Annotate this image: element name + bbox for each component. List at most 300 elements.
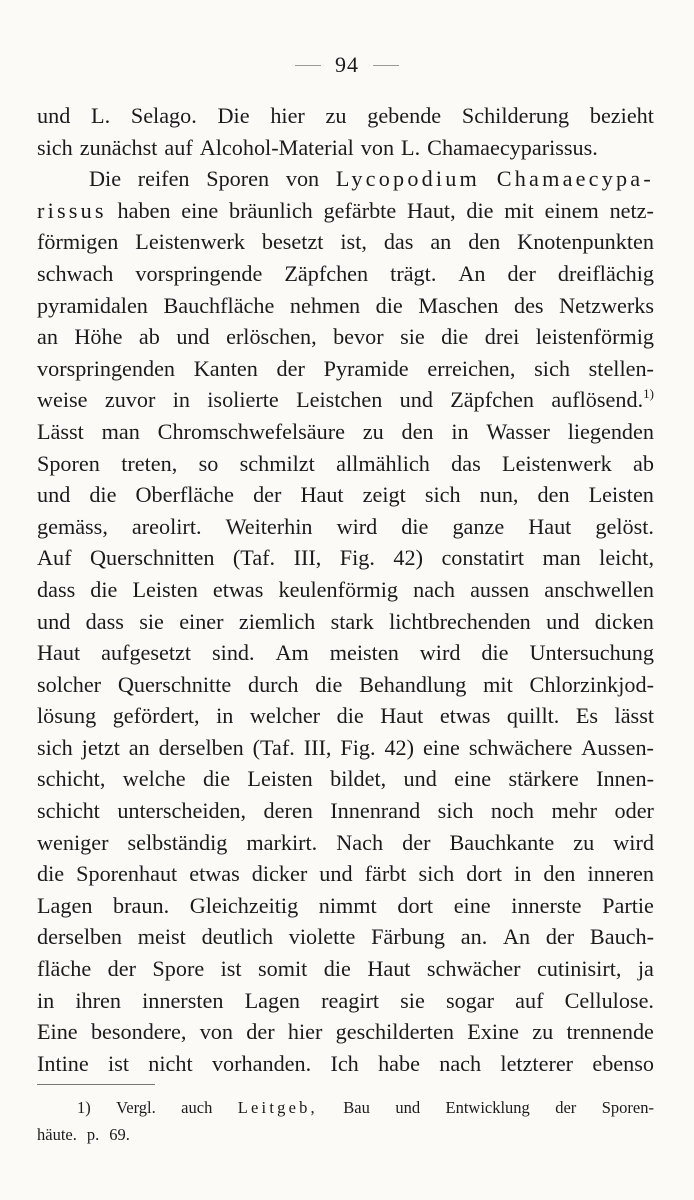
- word: nach: [413, 576, 455, 602]
- word: Entwicklung: [445, 1098, 530, 1117]
- word: Bau: [343, 1098, 370, 1117]
- word: L.: [401, 134, 421, 160]
- word: dass: [85, 608, 124, 634]
- word: p.: [86, 1125, 100, 1144]
- word: (Taf.: [232, 545, 276, 571]
- word: die: [315, 671, 343, 697]
- word: An: [458, 260, 486, 286]
- text-line: [37, 921, 654, 953]
- text-line: [37, 795, 654, 827]
- word: ihren: [75, 987, 121, 1013]
- word: die: [466, 197, 494, 223]
- word: der: [253, 482, 282, 508]
- text-line: [37, 195, 654, 227]
- word: zeigt: [362, 482, 406, 508]
- word: und: [395, 1098, 421, 1117]
- word: keulenförmig: [278, 576, 399, 602]
- word: eine: [422, 734, 460, 760]
- word: mehr: [551, 798, 598, 824]
- word: Partie: [602, 892, 654, 918]
- page-header: [0, 52, 694, 78]
- word: nicht: [148, 1050, 193, 1076]
- word: Leistenwerk: [502, 450, 612, 476]
- word: in: [216, 703, 234, 729]
- word: constatirt: [441, 545, 525, 571]
- word: noch: [490, 798, 535, 824]
- word: habe: [378, 1050, 420, 1076]
- text-line: [37, 479, 654, 511]
- word: areolirt.: [131, 513, 202, 539]
- word: färbt: [364, 861, 407, 887]
- word: Fig.: [339, 545, 375, 571]
- word: (Taf.: [252, 734, 295, 760]
- word: Chamaecyparissus.: [427, 134, 598, 160]
- word: das: [451, 450, 481, 476]
- word: Kanten: [193, 355, 258, 381]
- word: schwächer: [426, 956, 521, 982]
- word: Leistchen: [296, 387, 383, 413]
- word: Haut: [380, 703, 424, 729]
- footnote-divider: [37, 1084, 155, 1085]
- word: zu: [362, 418, 384, 444]
- word: ebenso: [592, 1050, 654, 1076]
- word: lösung: [37, 703, 97, 729]
- text-line: [37, 163, 654, 195]
- word: Lagen: [37, 892, 93, 918]
- word: Eine: [37, 1019, 78, 1045]
- word: den: [468, 229, 501, 255]
- word: der: [402, 829, 431, 855]
- word: L.: [91, 103, 111, 128]
- word: 42): [384, 734, 415, 760]
- word: man: [542, 545, 581, 571]
- word: hier: [287, 1019, 323, 1045]
- word: erreichen,: [427, 355, 516, 381]
- word: und: [37, 103, 71, 128]
- word: sie: [400, 324, 425, 350]
- word: Innen-: [596, 766, 654, 792]
- word: netz-: [609, 197, 654, 223]
- word: die: [89, 482, 117, 508]
- word: derselben: [158, 734, 244, 760]
- word: Alcohol-Material: [199, 134, 354, 160]
- text-line: [37, 1048, 654, 1080]
- word: Knotenpunkten: [517, 229, 654, 255]
- word: Chamaecypa-: [496, 166, 654, 192]
- word: bevor: [333, 324, 384, 350]
- word: auf: [164, 134, 193, 160]
- text-line: [37, 732, 654, 764]
- word: Die: [217, 103, 250, 128]
- word: auf: [515, 987, 544, 1013]
- word: die: [401, 513, 429, 539]
- word: reifen: [137, 166, 190, 192]
- word: und: [399, 387, 433, 413]
- word: lichtbrechenden: [389, 608, 531, 634]
- word: bezieht: [589, 103, 654, 128]
- text-line: [37, 985, 654, 1017]
- word: so: [198, 450, 219, 476]
- word: sich: [534, 355, 570, 381]
- word: sich: [437, 798, 474, 824]
- word: die: [375, 292, 403, 318]
- text-line: [37, 511, 654, 543]
- word: die: [37, 861, 65, 887]
- word: Gleichzeitig: [189, 892, 299, 918]
- word: Leistenwerk: [135, 229, 245, 255]
- word: Bauch-: [589, 924, 654, 950]
- text-line: [37, 858, 654, 890]
- word: etwas: [189, 861, 240, 887]
- footnote-reference: 1): [643, 386, 654, 402]
- word: zunächst: [79, 134, 158, 160]
- header-dash-left: [295, 65, 321, 66]
- text-line: [37, 258, 654, 290]
- word: Innenrand: [330, 798, 421, 824]
- word: nach: [439, 1050, 482, 1076]
- word: und: [176, 324, 210, 350]
- word: Sporen-: [601, 1098, 654, 1117]
- word: gefärbte: [323, 197, 397, 223]
- word: ist: [220, 956, 242, 982]
- word: und: [403, 766, 437, 792]
- word: Leitgeb,: [237, 1098, 318, 1117]
- word: treten,: [121, 450, 178, 476]
- word: reagirt: [321, 987, 380, 1013]
- word: besetzt: [261, 229, 324, 255]
- word: in: [451, 418, 469, 444]
- text-line: [37, 637, 654, 669]
- word: gemäss,: [37, 513, 108, 539]
- word: nimmt: [318, 892, 377, 918]
- word: Aussen-: [581, 734, 654, 760]
- word: oder: [614, 798, 654, 824]
- word: sich: [37, 134, 73, 160]
- word: Sporen: [37, 450, 100, 476]
- text-line: [37, 132, 654, 164]
- word: trägt.: [390, 260, 437, 286]
- word: Wasser: [486, 418, 550, 444]
- word: an: [430, 229, 452, 255]
- word: eine: [454, 766, 492, 792]
- word: jetzt: [81, 734, 120, 760]
- word: an: [128, 734, 150, 760]
- text-line: [37, 574, 654, 606]
- word: gebende: [367, 103, 442, 128]
- word: mit: [483, 671, 513, 697]
- word: solcher: [37, 671, 102, 697]
- word: zu: [532, 1019, 554, 1045]
- word: drei: [484, 324, 520, 350]
- word: schwach: [37, 260, 114, 286]
- word: Haut: [37, 640, 81, 666]
- text-line: [37, 669, 654, 701]
- word: die: [202, 766, 231, 792]
- word: durch: [247, 671, 299, 697]
- word: Pyramide: [323, 355, 409, 381]
- text-line: [37, 384, 654, 416]
- word: hier: [270, 103, 305, 128]
- word: in: [172, 387, 190, 413]
- word: vorhanden.: [211, 1050, 312, 1076]
- word: pyramidalen: [37, 292, 148, 318]
- word: gelöst.: [595, 513, 654, 539]
- word: ganze: [452, 513, 505, 539]
- word: des: [513, 292, 544, 318]
- word: eine: [453, 892, 491, 918]
- word: den: [543, 861, 576, 887]
- word: lässt: [614, 703, 654, 729]
- word: von: [360, 134, 395, 160]
- word: Untersuchung: [529, 640, 654, 666]
- word: wird: [419, 640, 461, 666]
- word: inneren: [587, 861, 654, 887]
- text-line: [37, 606, 654, 638]
- word: stellen-: [588, 355, 654, 381]
- word: ab: [633, 450, 654, 476]
- word: förmigen: [37, 229, 119, 255]
- word: Haut,: [406, 197, 456, 223]
- word: zuvor: [104, 387, 156, 413]
- footnote-line: [37, 1121, 654, 1148]
- word: stark: [330, 608, 374, 634]
- word: Sporen: [206, 166, 270, 192]
- word: liegenden: [567, 418, 654, 444]
- word: dass: [37, 576, 76, 602]
- word: und: [546, 608, 580, 634]
- word: an.: [460, 924, 488, 950]
- word: Lycopodium: [335, 166, 481, 192]
- word: in: [514, 861, 532, 887]
- text-line: [37, 953, 654, 985]
- text-line: [37, 827, 654, 859]
- word: welcher: [249, 703, 321, 729]
- word: Zäpfchen: [284, 260, 369, 286]
- word: das: [383, 229, 414, 255]
- word: Vergl.: [116, 1098, 156, 1117]
- word: Die: [89, 166, 122, 192]
- word: einer: [179, 608, 224, 634]
- word: 42): [393, 545, 423, 571]
- text-line: [37, 1016, 654, 1048]
- word: schicht: [37, 798, 100, 824]
- word: derselben: [37, 924, 123, 950]
- word: etwas: [439, 703, 491, 729]
- word: nun,: [479, 482, 519, 508]
- word: aufgesetzt: [101, 640, 192, 666]
- word: Lässt: [37, 418, 84, 444]
- word: anschwellen: [544, 576, 654, 602]
- word: Leisten: [132, 576, 198, 602]
- word: wird: [613, 829, 654, 855]
- word: weniger: [37, 829, 109, 855]
- word: sie: [400, 987, 425, 1013]
- word: innersten: [142, 987, 224, 1013]
- word: Intine: [37, 1050, 89, 1076]
- word: den: [537, 482, 570, 508]
- word: leicht,: [599, 545, 654, 571]
- word: deutlich: [201, 924, 274, 950]
- word: cutinisirt,: [537, 956, 622, 982]
- word: An: [502, 924, 531, 950]
- word: gefördert,: [112, 703, 200, 729]
- word: den: [401, 418, 434, 444]
- word: an: [37, 324, 58, 350]
- word: ab: [138, 324, 160, 350]
- word: Auf: [37, 545, 72, 571]
- word: Schilderung: [461, 103, 570, 128]
- word: Selago.: [130, 103, 197, 128]
- text-line: [37, 416, 654, 448]
- word: in: [37, 987, 55, 1013]
- text-line: [37, 542, 654, 574]
- word: wird: [336, 513, 378, 539]
- word: dicker: [251, 861, 308, 887]
- word: sogar: [445, 987, 495, 1013]
- word: Färbung: [371, 924, 446, 950]
- word: stärkere: [508, 766, 579, 792]
- word: Lagen: [244, 987, 301, 1013]
- word: quillt.: [506, 703, 560, 729]
- word: schicht,: [37, 766, 106, 792]
- footnote: [37, 1094, 654, 1148]
- word: braun.: [113, 892, 170, 918]
- word: Am: [275, 640, 309, 666]
- word: die: [481, 640, 509, 666]
- word: selbständig: [127, 829, 228, 855]
- word: schwächere: [468, 734, 573, 760]
- word: dreiflächig: [557, 260, 654, 286]
- word: Netzwerks: [559, 292, 654, 318]
- text-line: [37, 763, 654, 795]
- text-line: [37, 700, 654, 732]
- word: Cellulose.: [564, 987, 654, 1013]
- word: Weiterhin: [225, 513, 313, 539]
- word: Chromschwefelsäure: [157, 418, 345, 444]
- word: Exine: [467, 1019, 519, 1045]
- word: geschilderten: [335, 1019, 454, 1045]
- text-line: [37, 448, 654, 480]
- word: besondere,: [90, 1019, 187, 1045]
- word: bildet,: [330, 766, 387, 792]
- word: ja: [637, 956, 654, 982]
- word: eine: [181, 197, 219, 223]
- word: und: [37, 482, 71, 508]
- word: Es: [575, 703, 599, 729]
- word: vorspringende: [135, 260, 263, 286]
- word: sich: [418, 861, 455, 887]
- text-line: [37, 890, 654, 922]
- text-line: [37, 100, 654, 132]
- word: meist: [137, 924, 186, 950]
- word: die: [323, 956, 351, 982]
- word: ziemlich: [238, 608, 316, 634]
- word: nehmen: [289, 292, 361, 318]
- word: der: [276, 355, 305, 381]
- word: leistenförmig: [535, 324, 654, 350]
- word: dort: [397, 892, 434, 918]
- word: Maschen: [418, 292, 499, 318]
- word: bräunlich: [228, 197, 313, 223]
- word: Oberfläche: [135, 482, 235, 508]
- word: welche: [122, 766, 186, 792]
- word: Leisten: [247, 766, 313, 792]
- text-line: [37, 290, 654, 322]
- word: zu: [325, 103, 347, 128]
- word: sind.: [212, 640, 255, 666]
- word: der: [107, 956, 136, 982]
- word: fläche: [37, 956, 92, 982]
- word: Leisten: [588, 482, 654, 508]
- word: allmählich: [336, 450, 430, 476]
- word: aussen: [470, 576, 530, 602]
- word: einem: [544, 197, 599, 223]
- word: häute.: [37, 1125, 77, 1144]
- word: Spore: [152, 956, 205, 982]
- word: haben: [117, 197, 171, 223]
- word: auflösend.$^{1)}$: [551, 386, 654, 413]
- text-line: [37, 321, 654, 353]
- word: man: [101, 418, 140, 444]
- word: Chlorzinkjod-: [529, 671, 654, 697]
- word: von: [199, 1019, 233, 1045]
- word: die: [336, 703, 364, 729]
- word: deren: [263, 798, 313, 824]
- word: Bauchfläche: [163, 292, 275, 318]
- word: Haut: [300, 482, 344, 508]
- word: weise: [37, 387, 88, 413]
- word: Ich: [330, 1050, 359, 1076]
- body-text: [37, 100, 654, 1079]
- word: von: [285, 166, 320, 192]
- word: etwas: [212, 576, 264, 602]
- footnote-line: [37, 1094, 654, 1121]
- word: der: [246, 1019, 275, 1045]
- word: die: [441, 324, 469, 350]
- word: trennende: [566, 1019, 654, 1045]
- word: 1): [77, 1098, 91, 1117]
- word: zu: [573, 829, 595, 855]
- text-line: [37, 353, 654, 385]
- word: Fig.: [340, 734, 376, 760]
- word: violette: [288, 924, 356, 950]
- word: und: [319, 861, 353, 887]
- word: sich: [424, 482, 461, 508]
- word: unterscheiden,: [117, 798, 247, 824]
- word: Nach: [336, 829, 384, 855]
- word: der: [555, 1098, 577, 1117]
- word: 69.: [109, 1125, 130, 1144]
- word: innerste: [511, 892, 582, 918]
- text-line: [37, 226, 654, 258]
- word: der: [507, 260, 536, 286]
- word: erlöschen,: [226, 324, 317, 350]
- word: Haut: [528, 513, 572, 539]
- word: dort: [466, 861, 503, 887]
- word: Höhe: [74, 324, 123, 350]
- word: ist,: [340, 229, 367, 255]
- word: isolierte: [207, 387, 279, 413]
- word: Bauchkante: [449, 829, 555, 855]
- word: dicken: [594, 608, 654, 634]
- word: auch: [181, 1098, 213, 1117]
- word: sich: [37, 734, 73, 760]
- word: markirt.: [246, 829, 318, 855]
- word: Behandlung: [359, 671, 467, 697]
- word: III,: [293, 545, 322, 571]
- word: die: [90, 576, 118, 602]
- word: letzterer: [500, 1050, 574, 1076]
